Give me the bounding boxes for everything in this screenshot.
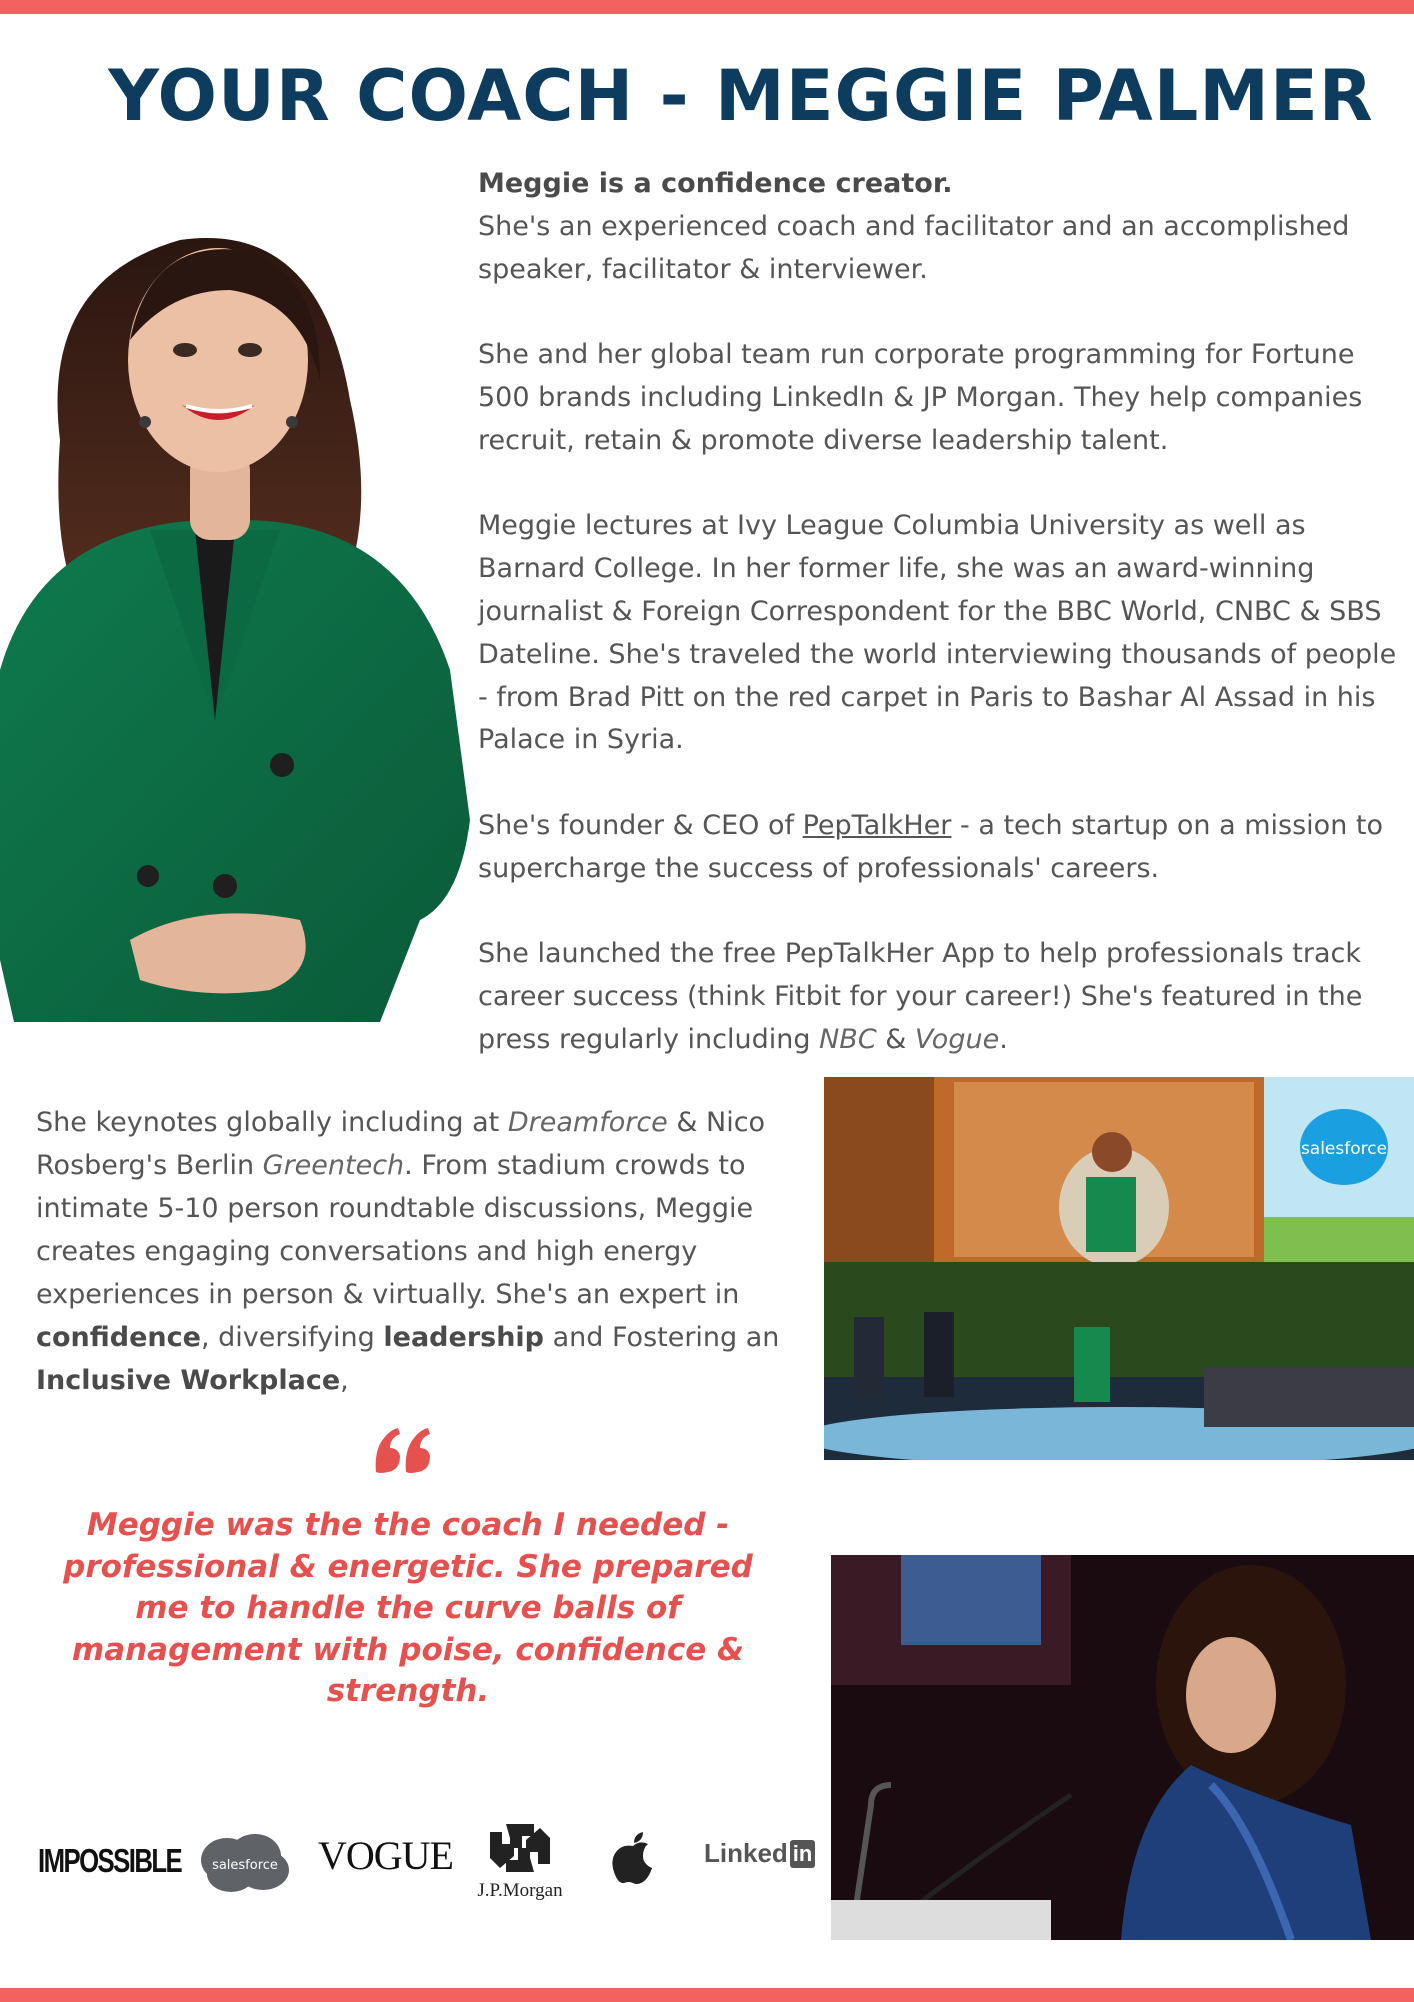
- bio-intro-text: She's an experienced coach and facilitator and an accomplished speaker, facilitator & interviewer.: [478, 210, 1350, 285]
- linkedin-logo: [704, 1838, 815, 1869]
- apple-logo: [610, 1830, 656, 1886]
- bio-paragraph-app: [478, 933, 1408, 1061]
- nbc-mention: NBC: [819, 1023, 877, 1055]
- leadership-keyword: leadership: [383, 1322, 545, 1353]
- testimonial-quote: Meggie was the the coach I needed - professional & energetic. She prepared me to handle the curve balls of management with poise, confidence & strength.: [63, 1507, 753, 1709]
- founder-text-end: - a tech startup on a mission to supercharge the success of professionals' careers.: [478, 809, 1383, 884]
- bio-column: [478, 163, 1408, 1062]
- keynote-text-1: She keynotes globally including at: [36, 1107, 508, 1138]
- page-title: YOUR COACH - MEGGIE PALMER: [108, 55, 1374, 137]
- top-accent-bar: [0, 0, 1414, 14]
- bio-paragraph-career: Meggie lectures at Ivy League Columbia University as well as Barnard College. In her former life, she was an award-winning journalist & Foreign Correspondent for the BBC World, CNBC & SBS Dateline. She's traveled the world interviewing thousands of people - from Brad Pitt on the red carpet in Paris to Bashar Al Assad in his Palace in Syria.: [478, 510, 1397, 756]
- keynote-text-2: & Nico Rosberg's Berlin: [36, 1107, 766, 1181]
- impossible-logo: IMPOSSIBLE: [38, 1842, 182, 1879]
- keynote-text: [36, 1101, 826, 1402]
- app-text-end: .: [999, 1023, 1008, 1055]
- speaker-photo: [831, 1555, 1414, 1940]
- linkedin-in-box: in: [790, 1840, 816, 1868]
- bio-paragraph-founder: [478, 805, 1408, 891]
- confidence-keyword: confidence: [36, 1322, 201, 1353]
- coach-portrait-photo: [0, 200, 472, 1022]
- keynote-stage-photo: [824, 1077, 1414, 1460]
- bio-lead: Meggie is a confidence creator.: [478, 168, 953, 199]
- quote-mark-icon: [372, 1422, 432, 1476]
- founder-text: She's founder & CEO of: [478, 809, 803, 841]
- client-logos-strip: [0, 1810, 824, 1910]
- vogue-mention: Vogue: [914, 1023, 1000, 1055]
- vogue-logo: VOGUE: [318, 1833, 453, 1878]
- salesforce-logo-text: salesforce: [212, 1858, 278, 1873]
- keynote-text-3: . From stadium crowds to intimate 5-10 person roundtable discussions, Meggie creates engaging conversations and high energy experiences in person & virtually. She's an expert in: [36, 1150, 754, 1310]
- salesforce-logo: [197, 1830, 293, 1894]
- salesforce-banner-text: salesforce: [1300, 1139, 1388, 1159]
- peptalkher-link[interactable]: PepTalkHer: [802, 809, 952, 841]
- jpmorgan-logo: [470, 1818, 570, 1908]
- greentech-mention: Greentech: [262, 1150, 405, 1181]
- keynote-text-4: , diversifying: [200, 1322, 384, 1353]
- app-text-amp: &: [876, 1023, 915, 1055]
- jpmorgan-logo-text: J.P.Morgan: [477, 1880, 563, 1901]
- bio-paragraph-team: She and her global team run corporate programming for Fortune 500 brands including LinkedIn & JP Morgan. They help companies recruit, retain & promote diverse leadership talent.: [478, 339, 1363, 456]
- dreamforce-mention: Dreamforce: [507, 1107, 668, 1138]
- jpmorgan-octagon-logo: [470, 1818, 570, 1878]
- app-text: She launched the free PepTalkHer App to help professionals track career success (think Fitbit for your career!) She's featured in the press regularly including: [478, 938, 1363, 1055]
- keynote-text-5: and Fostering an: [544, 1322, 780, 1353]
- linkedin-logo-text: Linked: [704, 1838, 788, 1868]
- inclusive-workplace-keyword: Inclusive Workplace: [36, 1365, 341, 1396]
- keynote-paragraph: [36, 1101, 826, 1402]
- keynote-text-6: ,: [340, 1365, 349, 1396]
- bio-paragraph-intro: [478, 163, 1408, 291]
